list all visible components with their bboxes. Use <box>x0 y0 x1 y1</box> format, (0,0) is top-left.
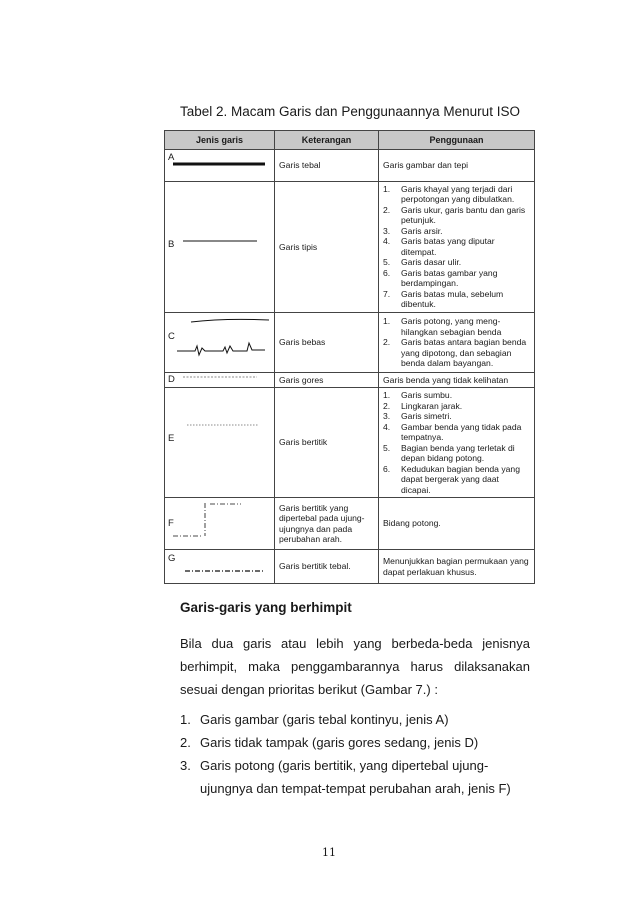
list-item: 5. Garis dasar ulir. <box>383 257 462 268</box>
list-item: 2. Lingkaran jarak. <box>383 400 463 411</box>
thin-line-sample <box>165 182 275 308</box>
dotted-line-sample <box>165 388 275 492</box>
freehand-line-sample <box>165 313 275 373</box>
line-sample-cell-d <box>165 372 275 387</box>
usage-list-e <box>383 390 530 495</box>
table-row <box>165 372 535 387</box>
usage-list-c <box>383 316 530 368</box>
penggunaan-cell <box>379 182 535 313</box>
list-item: 2. Garis ukur, garis bantu dan garis petunjuk. <box>383 204 526 226</box>
list-item: 7. Garis batas mula, sebelum dibentuk. <box>383 288 504 310</box>
list-item: 1. Garis sumbu. <box>383 390 453 401</box>
line-label: C <box>168 330 175 342</box>
table-header-row <box>165 131 535 150</box>
list-item: 3. Garis potong (garis bertitik, yang dipertebal ujung-ujungnya dan tempat-tempat perubahan arah, jenis F) <box>180 758 511 796</box>
line-label: E <box>168 433 175 445</box>
line-sample-cell-b <box>165 182 275 313</box>
page-number: 11 <box>322 846 336 859</box>
priority-list <box>180 708 535 800</box>
table-row <box>165 498 535 550</box>
table-row <box>165 312 535 372</box>
penggunaan-cell: Bidang potong. <box>379 498 535 550</box>
keterangan-cell: Garis gores <box>275 372 379 387</box>
list-item: 1. Garis potong, yang meng-hilangkan sebagian benda <box>383 316 502 337</box>
thick-dotted-line-sample <box>165 550 275 584</box>
table-row <box>165 182 535 313</box>
line-sample-cell-e <box>165 388 275 498</box>
table-caption: Tabel 2. Macam Garis dan Penggunaannya Menurut ISO <box>180 104 520 119</box>
keterangan-cell: Garis tebal <box>275 150 379 182</box>
list-item: 2. Garis tidak tampak (garis gores sedang, jenis D) <box>180 735 479 750</box>
line-sample-cell-g <box>165 550 275 584</box>
list-item: 4. Garis batas yang diputar ditempat. <box>383 236 495 257</box>
table-row <box>165 150 535 182</box>
table-row <box>165 388 535 498</box>
usage-list-b <box>383 184 530 310</box>
penggunaan-cell: Garis gambar dan tepi <box>379 150 535 182</box>
list-item: 6. Garis batas gambar yang berdampingan. <box>383 267 498 289</box>
line-sample-cell-a <box>165 150 275 182</box>
line-label: D <box>168 373 175 385</box>
header-keterangan: Keterangan <box>275 131 379 150</box>
list-item: 1. Garis khayal yang terjadi dari perpotongan yang dibulatkan. <box>383 184 515 205</box>
penggunaan-cell <box>379 312 535 372</box>
body-paragraph: Bila dua garis atau lebih yang berbeda-beda jenisnya berhimpit, maka penggambarannya harus dilaksanakan sesuai dengan prioritas berikut (Gambar 7.) : <box>180 636 530 697</box>
list-item: 5. Bagian benda yang terletak di depan bidang potong. <box>383 442 515 464</box>
keterangan-cell: Garis bertitik <box>275 388 379 498</box>
table-row <box>165 550 535 584</box>
line-types-table <box>164 130 535 584</box>
dashed-line-sample <box>165 373 275 388</box>
keterangan-cell: Garis tipis <box>275 182 379 313</box>
thick-line-sample <box>165 150 275 182</box>
penggunaan-cell: Garis benda yang tidak kelihatan <box>379 372 535 387</box>
list-item: 1. Garis gambar (garis tebal kontinyu, jenis A) <box>180 712 449 727</box>
line-label: A <box>168 152 175 163</box>
list-item: 4. Gambar benda yang tidak pada tempatnya. <box>383 421 522 443</box>
list-item: 3. Garis arsir. <box>383 225 443 236</box>
list-item: 3. Garis simetri. <box>383 411 452 422</box>
penggunaan-cell: Menunjukkan bagian permukaan yang dapat perlakuan khusus. <box>379 550 535 584</box>
section-line-sample <box>165 498 275 550</box>
list-item: 2. Garis batas antara bagian benda yang dipotong, dan sebagian benda dalam bayangan. <box>383 337 527 369</box>
header-jenis-garis: Jenis garis <box>165 131 275 150</box>
line-label: F <box>168 518 174 530</box>
line-sample-cell-c <box>165 312 275 372</box>
line-label: G <box>168 553 176 565</box>
keterangan-cell: Garis bebas <box>275 312 379 372</box>
list-item: 6. Kedudukan bagian benda yang dapat bergerak yang daat dicapai. <box>383 463 520 495</box>
section-heading: Garis-garis yang berhimpit <box>180 600 352 615</box>
keterangan-cell: Garis bertitik tebal. <box>275 550 379 584</box>
penggunaan-cell <box>379 388 535 498</box>
header-penggunaan: Penggunaan <box>379 131 535 150</box>
line-sample-cell-f <box>165 498 275 550</box>
line-label: B <box>168 239 175 250</box>
keterangan-cell: Garis bertitik yang dipertebal pada ujung-ujungnya dan pada perubahan arah. <box>275 498 379 550</box>
